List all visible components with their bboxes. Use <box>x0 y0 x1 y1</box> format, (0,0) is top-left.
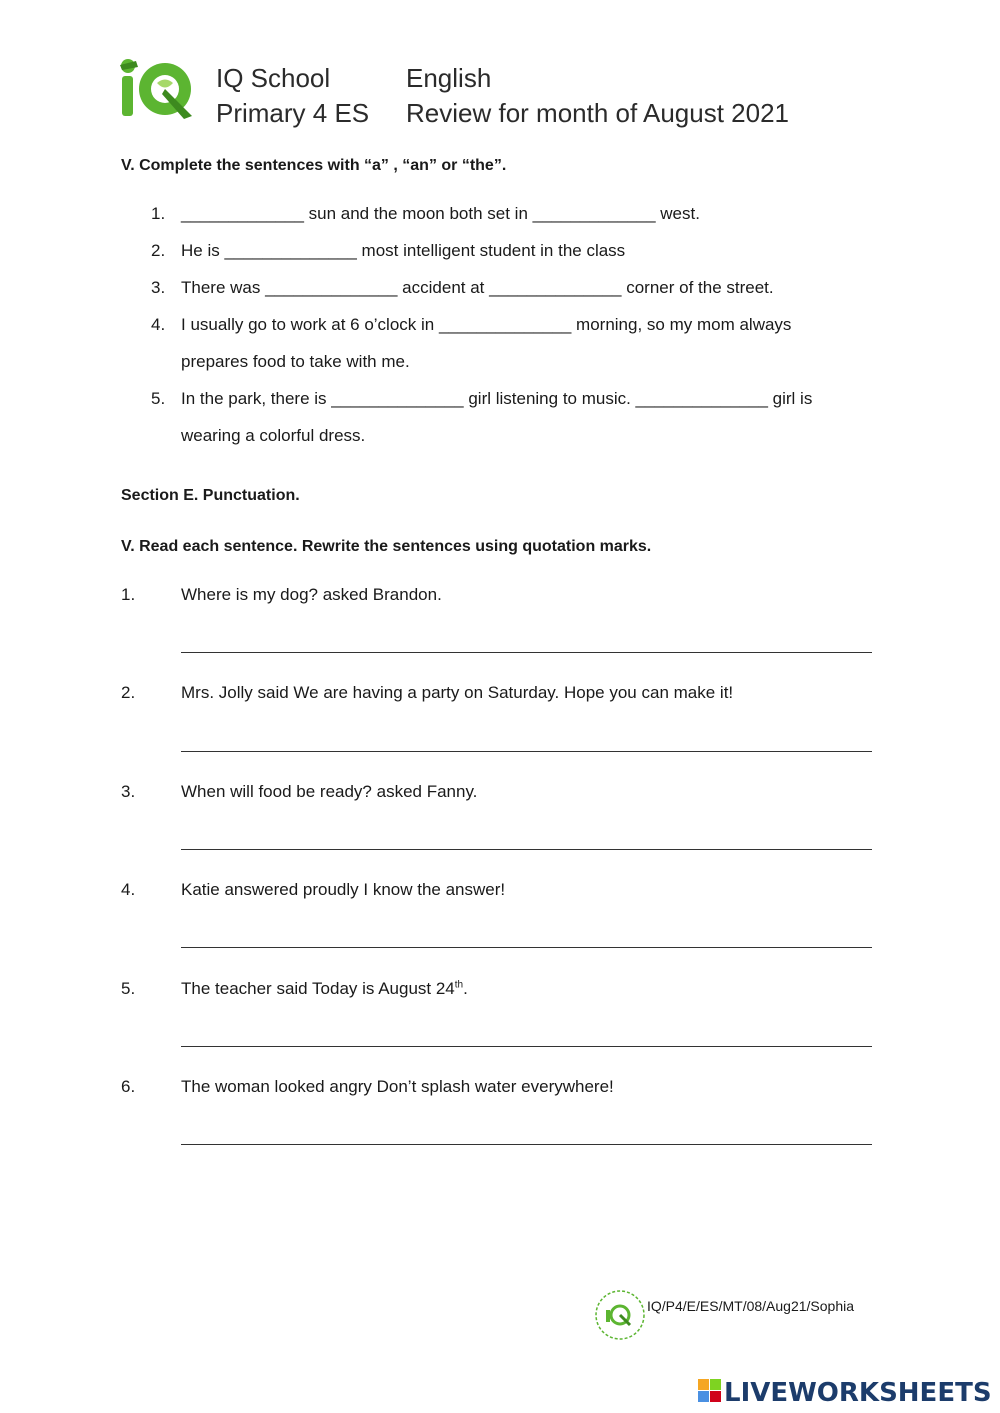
iq-school-logo <box>118 56 196 122</box>
question-number: 2. <box>121 683 136 702</box>
section-e-instruction: V. Read each sentence. Rewrite the sentences using quotation marks. <box>121 538 652 555</box>
question-text-main: The teacher said Today is August 24 <box>181 979 455 998</box>
approval-stamp-icon <box>592 1288 648 1342</box>
answer-line[interactable] <box>181 1046 872 1047</box>
question-text: Where is my dog? asked Brandon. <box>181 585 442 604</box>
watermark-text: LIVEWORKSHEETS <box>724 1378 992 1408</box>
class-name: Primary 4 ES <box>216 98 370 128</box>
part1-item-text-continued: prepares food to take with me. <box>181 352 410 371</box>
question-text: When will food be ready? asked Fanny. <box>181 782 478 801</box>
answer-line[interactable] <box>181 849 872 850</box>
part1-heading: V. Complete the sentences with “a” , “an” or “the”. <box>121 157 507 174</box>
answer-line[interactable] <box>181 652 872 653</box>
ordinal-suffix: th <box>454 979 464 991</box>
part1-item-text: He is ______________ most intelligent student in the class <box>181 241 626 260</box>
question-number: 6. <box>121 1077 136 1096</box>
part1-item-number: 3. <box>151 278 166 297</box>
answer-line[interactable] <box>181 751 872 752</box>
question-text: The woman looked angry Don’t splash water everywhere! <box>181 1077 614 1096</box>
question-number: 3. <box>121 782 136 801</box>
part1-item-text: There was ______________ accident at ______________ corner of the street. <box>181 278 774 297</box>
question-number: 1. <box>121 585 136 604</box>
section-e-heading: Section E. Punctuation. <box>121 487 300 504</box>
school-name: IQ School <box>216 63 331 93</box>
question-number: 5. <box>121 979 136 998</box>
part1-item-number: 4. <box>151 315 166 334</box>
question-number: 4. <box>121 880 136 899</box>
part1-item-text: In the park, there is ______________ girl listening to music. ______________ girl is <box>181 389 813 408</box>
document-code: IQ/P4/E/ES/MT/08/Aug21/Sophia <box>647 1298 855 1314</box>
part1-item-number: 1. <box>151 204 166 223</box>
question-text <box>181 979 468 999</box>
liveworksheets-logo <box>697 1376 993 1408</box>
answer-line[interactable] <box>181 947 872 948</box>
part1-item-text-continued: wearing a colorful dress. <box>181 426 366 445</box>
part1-item-text: I usually go to work at 6 o’clock in ______________ morning, so my mom always <box>181 315 792 334</box>
question-text: Katie answered proudly I know the answer! <box>181 880 506 899</box>
question-text: Mrs. Jolly said We are having a party on Saturday. Hope you can make it! <box>181 683 734 702</box>
part1-item-number: 5. <box>151 389 166 408</box>
answer-line[interactable] <box>181 1144 872 1145</box>
part1-item-text: _____________ sun and the moon both set in _____________ west. <box>181 204 700 223</box>
question-text-tail: . <box>463 979 468 998</box>
review-title: Review for month of August 2021 <box>406 98 790 128</box>
subject-name: English <box>406 63 492 93</box>
part1-item-number: 2. <box>151 241 166 260</box>
